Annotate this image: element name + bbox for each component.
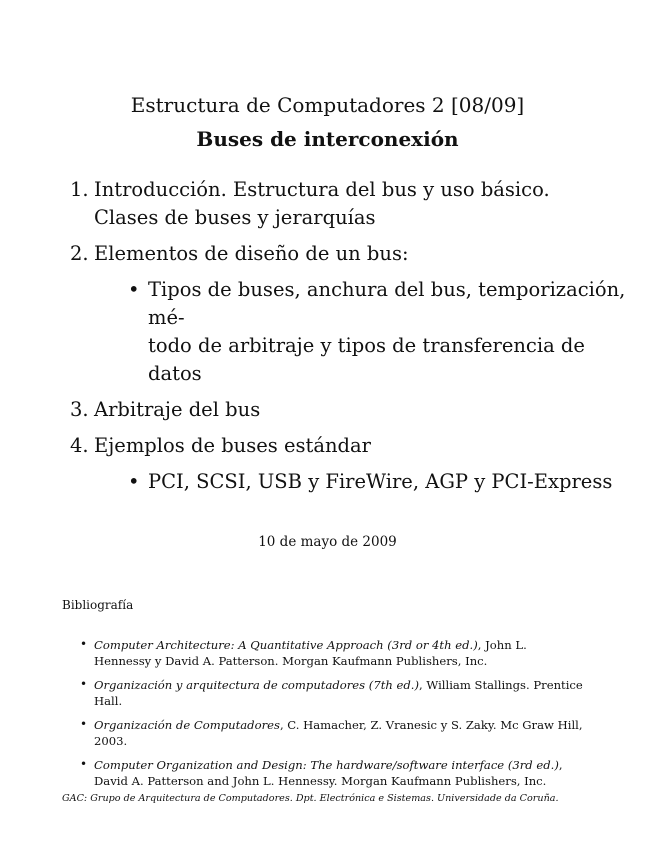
bibliography-entry [78, 718, 583, 749]
bibliography-list [78, 638, 583, 798]
item-text: Elementos de diseño de un bus: [94, 242, 409, 265]
bullet-icon: • [80, 637, 88, 651]
reference-title: Computer Organization and Design: The hardware/software interface (3rd ed.) [94, 758, 559, 772]
topic-title: Buses de interconexión [196, 127, 459, 151]
reference-title: Computer Architecture: A Quantitative Approach (3rd or 4th ed.) [94, 638, 478, 652]
outline-item [70, 432, 630, 496]
reference-details: , William Stallings. Prentice Hall. [94, 678, 583, 708]
bibliography-entry [78, 758, 583, 789]
footer-affiliation: GAC: Grupo de Arquitectura de Computadores. Dpt. Electrónica e Sistemas. Universidade da Coruña. [62, 793, 559, 804]
document-date: 10 de mayo de 2009 [258, 534, 397, 550]
item-text-continuation: Clases de buses y jerarquías [94, 206, 376, 229]
sub-item [122, 276, 630, 388]
sub-item-text-continuation: todo de arbitraje y tipos de transferencia de datos [148, 334, 585, 385]
bullet-icon: • [80, 757, 88, 771]
reference-title: Organización y arquitectura de computadores (7th ed.) [94, 678, 420, 692]
bullet-icon: • [128, 278, 140, 301]
reference-details: , David A. Patterson and John L. Hennessy. Morgan Kaufmann Publishers, Inc. [94, 758, 563, 788]
item-text: Arbitraje del bus [94, 398, 261, 421]
outline-item [70, 240, 630, 388]
item-number: 2. [70, 242, 89, 265]
course-title: Estructura de Computadores 2 [08/09] [130, 93, 525, 117]
bibliography-entry [78, 638, 583, 669]
outline-item [70, 396, 630, 424]
reference-title: Organización de Computadores [94, 718, 280, 732]
item-text: Introducción. Estructura del bus y uso básico. [94, 178, 550, 201]
bullet-icon: • [80, 717, 88, 731]
item-number: 1. [70, 178, 89, 201]
bullet-icon: • [80, 677, 88, 691]
item-text: Ejemplos de buses estándar [94, 434, 371, 457]
bibliography-entry [78, 678, 583, 709]
reference-details: , John L. Hennessy y David A. Patterson. Morgan Kaufmann Publishers, Inc. [94, 638, 527, 668]
sub-item-text: PCI, SCSI, USB y FireWire, AGP y PCI-Express [148, 470, 613, 493]
sub-item-text: Tipos de buses, anchura del bus, temporización, mé- [148, 278, 626, 329]
outline-list [70, 176, 630, 504]
reference-details: , C. Hamacher, Z. Vranesic y S. Zaky. Mc Graw Hill, 2003. [94, 718, 583, 748]
outline-item [70, 176, 630, 232]
item-number: 4. [70, 434, 89, 457]
bibliography-heading: Bibliografía [62, 598, 134, 612]
bullet-icon: • [128, 470, 140, 493]
sub-item [122, 468, 630, 496]
item-number: 3. [70, 398, 89, 421]
